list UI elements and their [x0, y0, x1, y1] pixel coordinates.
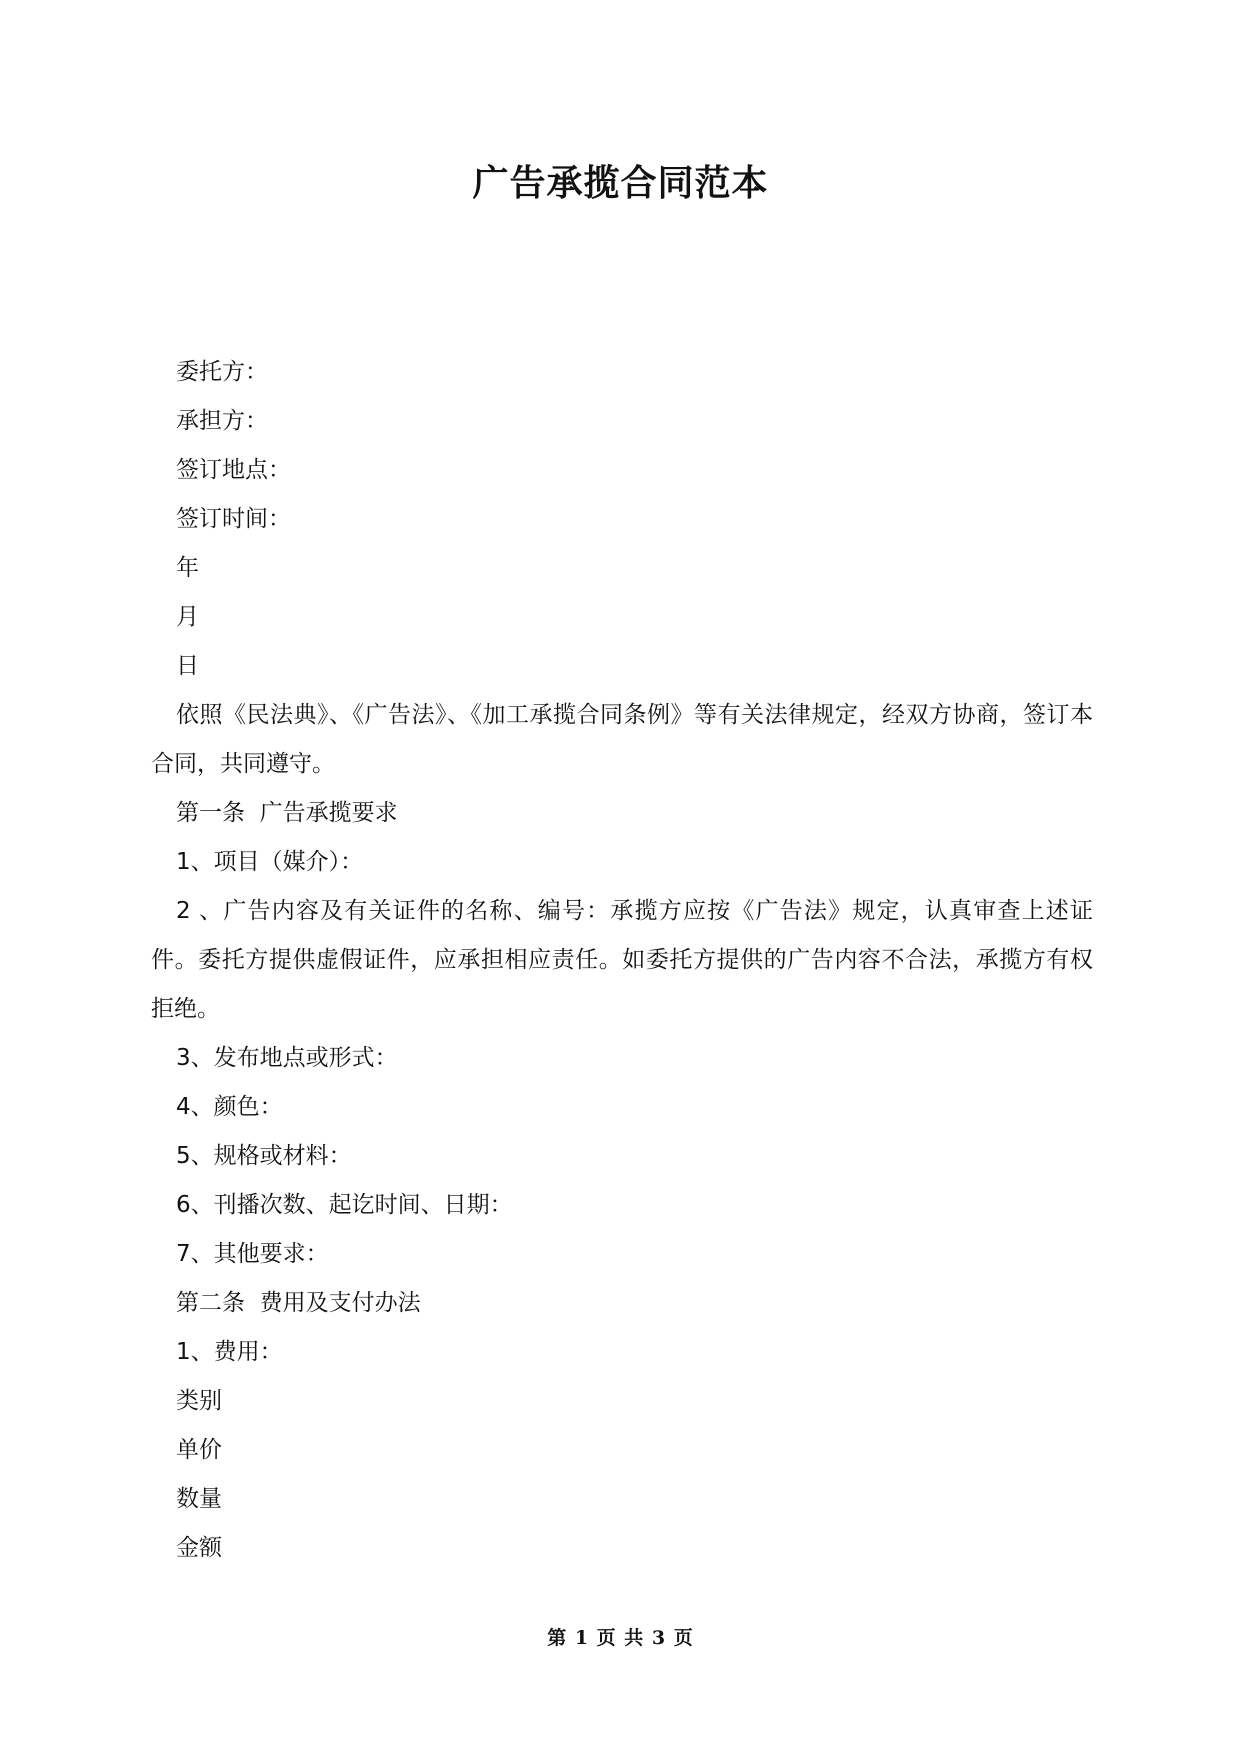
fee-field-unit-price: 单价 [176, 1437, 222, 1463]
list-item: 1、费用： [176, 1339, 283, 1365]
paragraph-signing-place: 签订地点： [176, 457, 291, 483]
list-item: 3、发布地点或形式： [176, 1045, 398, 1071]
list-item: 6、刊播次数、起讫时间、日期： [176, 1192, 513, 1218]
paragraph-year: 年 [176, 555, 199, 581]
list-item: 2 、广告内容及有关证件的名称、编号：承揽方应按《广告法》规定，认真审查上述证件。委托方提供虚假证件，应承担相应责任。如委托方提供的广告内容不合法，承揽方有权拒绝。 [151, 898, 1093, 1022]
article-1-heading: 第一条 广告承揽要求 [176, 800, 398, 826]
paragraph-signing-time: 签订时间： [176, 506, 291, 532]
list-item: 4、颜色： [176, 1094, 283, 1120]
paragraph-contractor: 承担方： [176, 408, 268, 434]
fee-field-quantity: 数量 [176, 1486, 222, 1512]
fee-field-amount: 金额 [176, 1535, 222, 1561]
page-number-footer: 第 1 页 共 3 页 [547, 1627, 694, 1649]
paragraph-client: 委托方： [176, 359, 268, 385]
list-item: 7、其他要求： [176, 1241, 329, 1267]
document-title: 广告承揽合同范本 [472, 163, 769, 204]
paragraph-day: 日 [176, 653, 199, 679]
paragraph-preamble: 依照《民法典》、《广告法》、《加工承揽合同条例》等有关法律规定，经双方协商，签订本合同，共同遵守。 [151, 702, 1093, 777]
document-body [151, 348, 1093, 1573]
fee-field-category: 类别 [176, 1388, 222, 1414]
paragraph-month: 月 [176, 604, 199, 630]
list-item: 5、规格或材料： [176, 1143, 352, 1169]
article-2-heading: 第二条 费用及支付办法 [176, 1290, 421, 1316]
list-item: 1、项目（媒介）： [176, 849, 364, 875]
